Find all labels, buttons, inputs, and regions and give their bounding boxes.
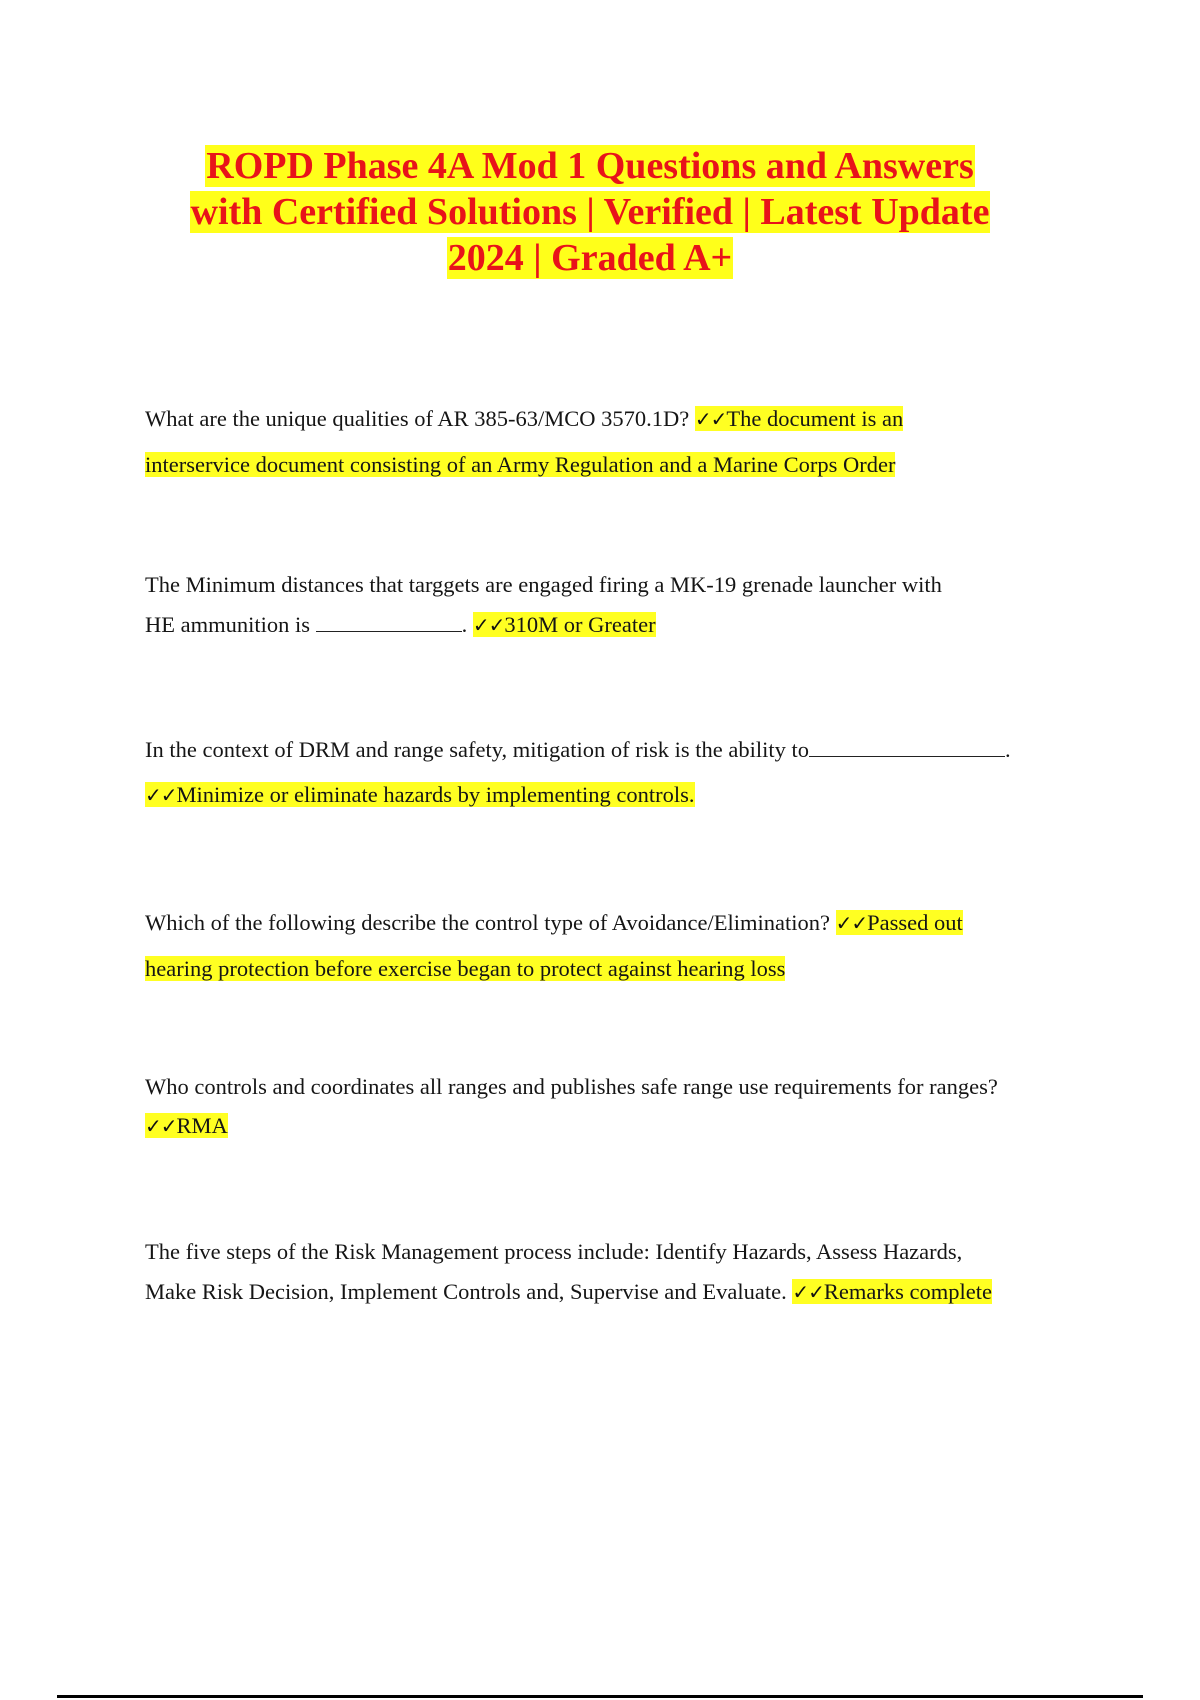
question-text: What are the unique qualities of AR 385-63/MCO 3570.1D? [145,406,690,431]
answer-text: Minimize or eliminate hazards by implementing controls. [176,782,695,807]
qa-item-6 [145,1232,1065,1312]
question-text-line-2: Make Risk Decision, Implement Controls and, Supervise and Evaluate. [145,1279,787,1304]
page-bottom-rule [57,1695,1143,1698]
title-line-3: 2024 | Graded A+ [447,237,733,279]
question-text: In the context of DRM and range safety, mitigation of risk is the ability to [145,737,810,762]
fill-in-blank [316,613,462,632]
answer-text-continued: interservice document consisting of an Army Regulation and a Marine Corps Order [145,452,896,477]
answer-highlight [695,406,903,431]
answer-text: RMA [176,1113,228,1138]
answer-text: The document is an [726,406,904,431]
document-title [140,143,1040,281]
answer-highlight [473,612,656,637]
answer-highlight [145,782,695,807]
answer-text: Remarks complete [823,1279,992,1304]
title-line-2: with Certified Solutions | Verified | Latest Update [190,191,990,233]
double-check-icon: ✓✓ [792,1280,824,1304]
question-text: Which of the following describe the control type of Avoidance/Elimination? [145,910,831,935]
qa-item-2: The Minimum distances that targgets are engaged firing a MK-19 grenade launcher with HE ammunition is . ✓✓310M or Greater [145,572,942,637]
double-check-icon: ✓✓ [472,613,505,637]
question-text-line-1: The five steps of the Risk Management process include: Identify Hazards, Assess Hazards, [145,1239,963,1264]
answer-text: 310M or Greater [504,612,656,637]
question-text: Who controls and coordinates all ranges and publishes safe range use requirements for ranges? [145,1074,998,1099]
title-line-1: ROPD Phase 4A Mod 1 Questions and Answers [206,145,974,187]
double-check-icon: ✓✓ [145,783,177,807]
answer-text: Passed out [867,910,963,935]
question-text-line-2: HE ammunition is [145,612,310,637]
answer-highlight [836,910,963,935]
answer-highlight [145,1113,228,1138]
qa-item-1 [145,396,1065,487]
qa-item-4 [145,900,1065,991]
double-check-icon: ✓✓ [694,407,727,431]
double-check-icon: ✓✓ [145,1114,177,1138]
answer-text-continued: hearing protection before exercise began to protect against hearing loss [145,956,786,981]
fill-in-blank [809,738,1005,757]
qa-item-5 [145,1067,1065,1146]
question-text-line-1: The Minimum distances that targgets are engaged firing a MK-19 grenade launcher with [145,572,942,597]
double-check-icon: ✓✓ [835,911,868,935]
qa-item-3: In the context of DRM and range safety, mitigation of risk is the ability to . ✓✓Minimize or eliminate hazards by implementing controls. [145,737,1011,807]
answer-highlight [792,1279,992,1304]
